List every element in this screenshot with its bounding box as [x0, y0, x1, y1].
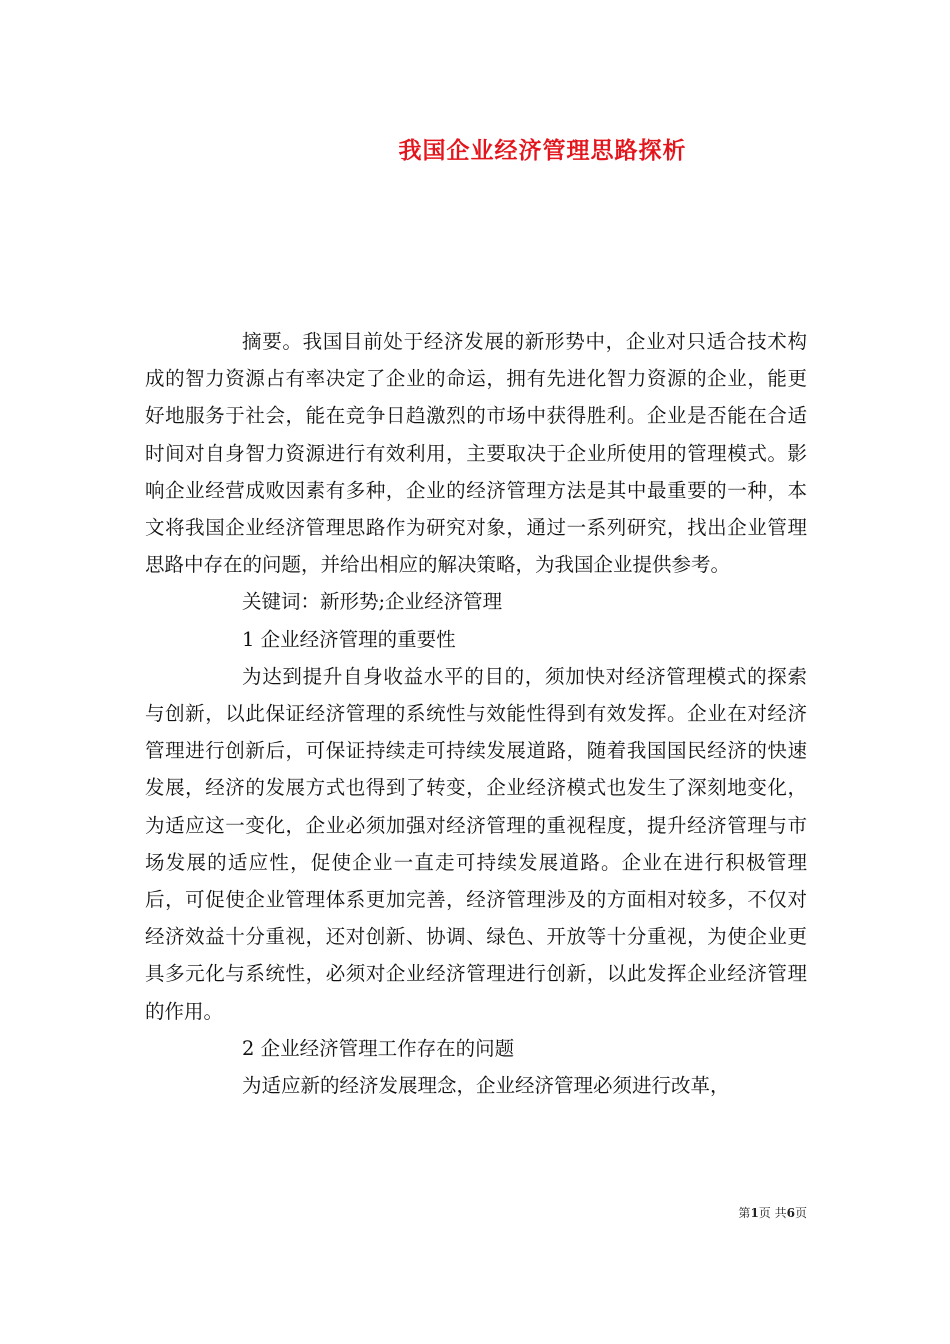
section-2-heading: 2 企业经济管理工作存在的问题	[242, 1036, 515, 1060]
footer-suffix: 页	[794, 1206, 807, 1220]
footer-prefix: 第	[738, 1206, 751, 1220]
document-title: 我国企业经济管理思路探析	[398, 137, 687, 164]
footer-total-pages: 6	[786, 1206, 795, 1220]
abstract-paragraph: 摘要。我国目前处于经济发展的新形势中，企业对只适合技术构成的智力资源占有率决定了企业的命运，拥有先进化智力资源的企业，能更好地服务于社会，能在竞争日趋激烈的市场中获得胜利。企业是否能在合适时间对自身智力资源进行有效利用，主要取决于企业所使用的管理模式。影响企业经营成败因素有多种，企业的经济管理方法是其中最重要的一种，本文将我国企业经济管理思路作为研究对象，通过一系列研究，找出企业管理思路中存在的问题，并给出相应的解决策略，为我国企业提供参考。	[145, 330, 807, 577]
document-body	[145, 323, 807, 1104]
section-1-heading: 1 企业经济管理的重要性	[242, 627, 456, 651]
keywords-line: 关键词：新形势;企业经济管理	[242, 590, 503, 614]
section-1-paragraph: 为达到提升自身收益水平的目的，须加快对经济管理模式的探索与创新，以此保证经济管理的系统性与效能性得到有效发挥。企业在对经济管理进行创新后，可保证持续走可持续发展道路，随着我国国民经济的快速发展，经济的发展方式也得到了转变，企业经济模式也发生了深刻地变化，为适应这一变化，企业必须加强对经济管理的重视程度，提升经济管理与市场发展的适应性，促使企业一直走可持续发展道路。企业在进行积极管理后，可促使企业管理体系更加完善，经济管理涉及的方面相对较多，不仅对经济效益十分重视，还对创新、协调、绿色、开放等十分重视，为使企业更具多元化与系统性，必须对企业经济管理进行创新，以此发挥企业经济管理的作用。	[145, 664, 807, 1023]
footer-middle: 页 共	[758, 1206, 787, 1220]
page-footer	[690, 1204, 807, 1221]
footer-current-page: 1	[750, 1206, 759, 1220]
section-2-paragraph: 为适应新的经济发展理念，企业经济管理必须进行改革，	[242, 1074, 730, 1098]
